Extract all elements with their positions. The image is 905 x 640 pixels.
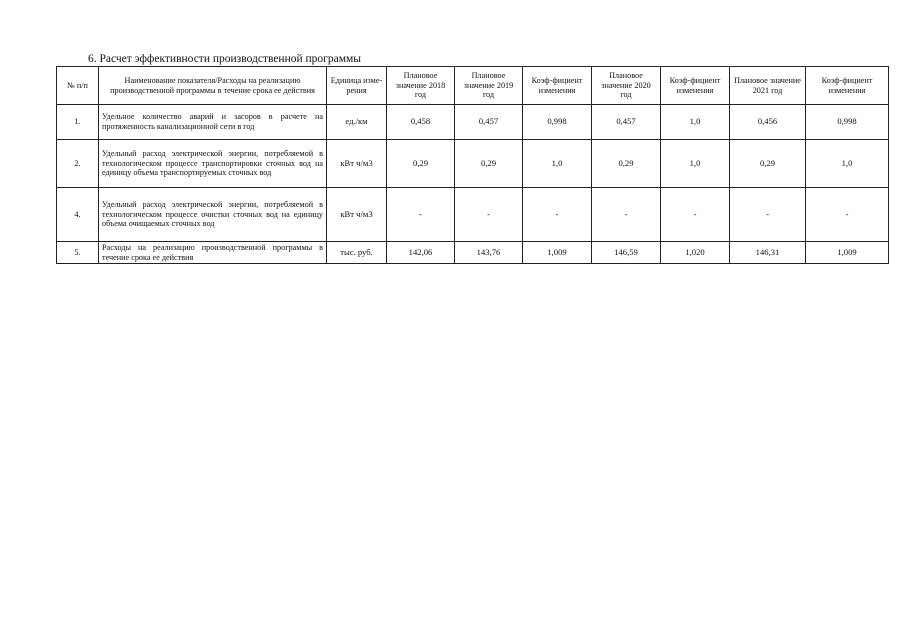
- header-coef-2: Коэф-фициент изменения: [661, 67, 730, 105]
- cell-plan-2021: 0,29: [730, 140, 806, 188]
- header-coef-3: Коэф-фициент изменения: [806, 67, 889, 105]
- header-plan-2020: Плановое значение 2020 год: [592, 67, 661, 105]
- cell-plan-2021: 146,31: [730, 242, 806, 264]
- cell-coef-1: 0,998: [523, 105, 592, 140]
- cell-coef-2: 1,0: [661, 105, 730, 140]
- cell-plan-2019: 143,76: [455, 242, 523, 264]
- cell-plan-2020: -: [592, 188, 661, 242]
- cell-plan-2018: 0,29: [387, 140, 455, 188]
- cell-name: Удельный расход электрической энергии, потребляемой в технологическом процессе очистки сточных вод на единицу объема очищаемых сточных вод: [99, 188, 327, 242]
- efficiency-table: [56, 66, 889, 264]
- cell-coef-2: -: [661, 188, 730, 242]
- cell-plan-2018: -: [387, 188, 455, 242]
- cell-plan-2021: -: [730, 188, 806, 242]
- table-row: [57, 105, 889, 140]
- table-row: [57, 140, 889, 188]
- header-num: № п/п: [57, 67, 99, 105]
- cell-coef-1: 1,009: [523, 242, 592, 264]
- cell-unit: кВт ч/м3: [327, 188, 387, 242]
- cell-plan-2018: 142,06: [387, 242, 455, 264]
- cell-plan-2019: -: [455, 188, 523, 242]
- cell-coef-2: 1,020: [661, 242, 730, 264]
- header-plan-2019: Плановое значение 2019 год: [455, 67, 523, 105]
- cell-coef-1: -: [523, 188, 592, 242]
- cell-coef-3: -: [806, 188, 889, 242]
- cell-unit: тыс. руб.: [327, 242, 387, 264]
- cell-coef-3: 1,0: [806, 140, 889, 188]
- cell-plan-2018: 0,458: [387, 105, 455, 140]
- header-coef-1: Коэф-фициент изменения: [523, 67, 592, 105]
- cell-name: Удельное количество аварий и засоров в расчете на протяженность канализационной сети в год: [99, 105, 327, 140]
- cell-coef-3: 1,009: [806, 242, 889, 264]
- cell-plan-2021: 0,456: [730, 105, 806, 140]
- cell-unit: кВт ч/м3: [327, 140, 387, 188]
- header-unit: Единица изме-рения: [327, 67, 387, 105]
- cell-plan-2019: 0,457: [455, 105, 523, 140]
- cell-num: 2.: [57, 140, 99, 188]
- cell-name: Удельный расход электрической энергии, потребляемой в технологическом процессе транспортировки сточных вод на единицу объема транспортируемых сточных вод: [99, 140, 327, 188]
- table-row: [57, 188, 889, 242]
- cell-name: Расходы на реализацию производственной программы в течение срока ее действия: [99, 242, 327, 264]
- cell-unit: ед./км: [327, 105, 387, 140]
- cell-coef-2: 1,0: [661, 140, 730, 188]
- cell-num: 4.: [57, 188, 99, 242]
- cell-plan-2020: 146,59: [592, 242, 661, 264]
- cell-num: 1.: [57, 105, 99, 140]
- cell-plan-2020: 0,29: [592, 140, 661, 188]
- cell-num: 5.: [57, 242, 99, 264]
- table-header-row: [57, 67, 889, 105]
- cell-plan-2020: 0,457: [592, 105, 661, 140]
- header-plan-2018: Плановое значение 2018 год: [387, 67, 455, 105]
- cell-coef-1: 1,0: [523, 140, 592, 188]
- cell-coef-3: 0,998: [806, 105, 889, 140]
- document-title: 6. Расчет эффективности производственной программы: [88, 53, 362, 65]
- header-name: Наименование показателя/Расходы на реализацию производственной программы в течение срока ее действия: [99, 67, 327, 105]
- cell-plan-2019: 0,29: [455, 140, 523, 188]
- header-plan-2021: Плановое значение 2021 год: [730, 67, 806, 105]
- table-row: [57, 242, 889, 264]
